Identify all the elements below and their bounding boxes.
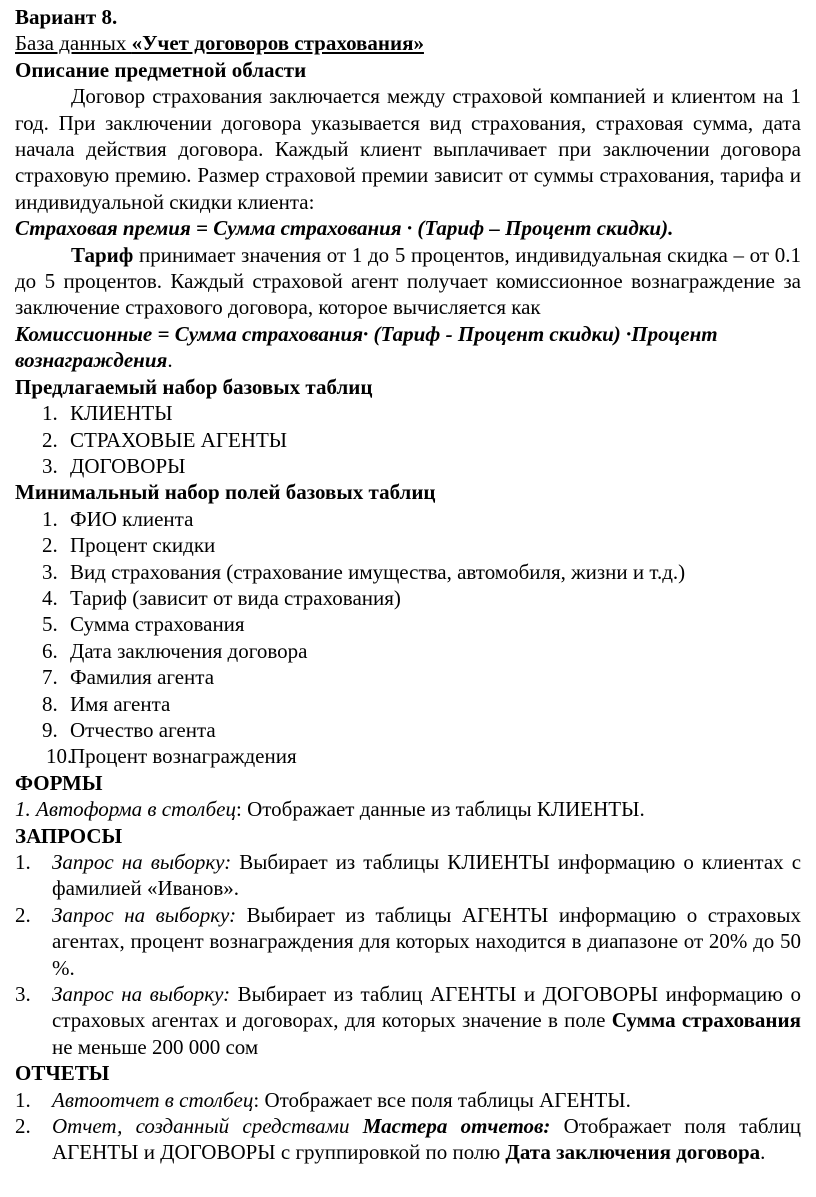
list-item [15,638,801,664]
list-item [15,664,801,690]
list-item-label: Сумма страхования [70,612,245,637]
query-item-number: 2. [15,902,31,927]
fields-heading: Минимальный набор полей базовых таблиц [15,480,436,505]
query-item-text: Выбирает из таблицы АГЕНТЫ информацию о страховых агентах, процент вознаграждения для которых находится в диапазоне от 20% до 50 %. [52,902,801,980]
reports-heading: ОТЧЕТЫ [15,1061,110,1086]
list-item [15,743,801,769]
db-title-prefix: База данных [15,31,132,56]
commission-formula-end: . [167,348,173,373]
forms-heading: ФОРМЫ [15,770,103,795]
report-item-label: Отчет, созданный средствами [52,1114,363,1139]
db-title-name: «Учет договоров страхования» [131,31,424,56]
report-item [15,1113,801,1166]
report-item-field: Дата заключения договора [505,1140,761,1165]
list-item-number: 7. [42,665,58,690]
query-item-number: 3. [15,982,31,1007]
list-item-label: ФИО клиента [70,506,194,531]
forms-item-text: : Отображает данные из таблицы КЛИЕНТЫ. [235,797,645,822]
tables-list [15,400,801,479]
list-item-number: 9. [42,717,58,742]
commission-formula-line [15,321,801,374]
fields-list [15,506,801,770]
commission-formula: Комиссионные = Сумма страхования· (Тариф - Процент скидки) ·Процент вознаграждения [15,321,718,373]
list-item [15,400,801,426]
report-item-tail: . [760,1140,766,1165]
list-item-number: 5. [42,612,58,637]
list-item-number: 8. [42,691,58,716]
tariff-term: Тариф [71,242,134,267]
list-item [15,559,801,585]
description-paragraph-2 [15,242,801,321]
list-item-label: КЛИЕНТЫ [70,401,173,426]
list-item-label: Дата заключения договора [70,638,308,663]
list-item-number: 1. [42,401,58,426]
list-item [15,506,801,532]
queries-heading: ЗАПРОСЫ [15,823,123,848]
variant-title: Вариант 8. [15,5,118,29]
list-item [15,717,801,743]
list-item-number: 3. [42,453,58,478]
list-item-label: Фамилия агента [70,665,215,690]
list-item-label: Процент скидки [70,533,216,558]
description-paragraph-1: Договор страхования заключается между страховой компанией и клиентом на 1 год. При заключении договора указывается вид страхования, страховая сумма, дата начала действия договора. Каждый клиент выплачивает при заключении договора страховую премию. Размер страховой премии зависит от суммы страхования, тарифа и индивидуальной скидки клиента: [15,84,801,214]
list-item-label: Имя агента [70,691,171,716]
query-item-label: Запрос на выборку: [52,982,231,1007]
report-item [15,1087,801,1113]
query-item-label: Запрос на выборку: [52,902,237,927]
forms-item-1 [15,796,801,822]
query-item-number: 1. [15,850,31,874]
report-item-text: Отображает поля таблиц АГЕНТЫ и ДОГОВОРЫ с группировкой по полю [52,1114,801,1165]
premium-formula: Страховая премия = Сумма страхования · (Тариф – Процент скидки). [15,216,674,241]
list-item-number: 1. [42,506,58,531]
list-item [15,585,801,611]
report-item-number: 1. [15,1087,31,1112]
list-item-number: 6. [42,638,58,663]
list-item-number: 3. [42,559,58,584]
list-item-label: Вид страхования (страхование имущества, автомобиля, жизни и т.д.) [70,559,686,584]
list-item [15,532,801,558]
list-item [15,611,801,637]
queries-list [15,849,801,1060]
list-item-label: Тариф (зависит от вида страхования) [70,585,401,610]
list-item-number: 2. [42,533,58,558]
query-item [15,902,801,981]
db-title [15,30,801,56]
list-item-number: 2. [42,427,58,452]
query-item [15,981,801,1060]
list-item-label: ДОГОВОРЫ [70,453,186,478]
report-item-wizard: Мастера отчетов: [362,1114,551,1139]
report-item-text: : Отображает все поля таблицы АГЕНТЫ. [253,1087,631,1112]
report-item-label: Автоотчет в столбец [52,1087,254,1112]
query-item-field: Сумма страхования [611,1008,801,1033]
query-item-text: Выбирает из таблицы КЛИЕНТЫ информацию о клиентах с фамилией «Иванов». [52,850,802,901]
reports-list [15,1087,801,1166]
description-heading: Описание предметной области [15,57,307,82]
list-item-label: Процент вознаграждения [70,744,297,769]
report-item-number: 2. [15,1114,31,1139]
list-item-label: Отчество агента [70,717,216,742]
tables-heading: Предлагаемый набор базовых таблиц [15,374,373,399]
list-item [15,691,801,717]
query-item-text: Выбирает из таблиц АГЕНТЫ и ДОГОВОРЫ информацию о страховых агентах и договорах, для которых значение в поле [52,982,801,1033]
list-item [15,453,801,479]
list-item [15,427,801,453]
description-paragraph-2-text: принимает значения от 1 до 5 процентов, индивидуальная скидка – от 0.1 до 5 процентов. Каждый страховой агент получает комиссионное вознаграждение за заключение страхового договора, которое вычисляется как [15,242,801,320]
query-item [15,849,801,902]
query-item-tail: не меньше 200 000 сом [52,1034,259,1059]
forms-item-label: 1. Автоформа в столбец [15,797,236,822]
query-item-label: Запрос на выборку: [52,850,232,874]
list-item-number: 10. [46,744,73,769]
list-item-number: 4. [42,585,58,610]
list-item-label: СТРАХОВЫЕ АГЕНТЫ [70,427,288,452]
